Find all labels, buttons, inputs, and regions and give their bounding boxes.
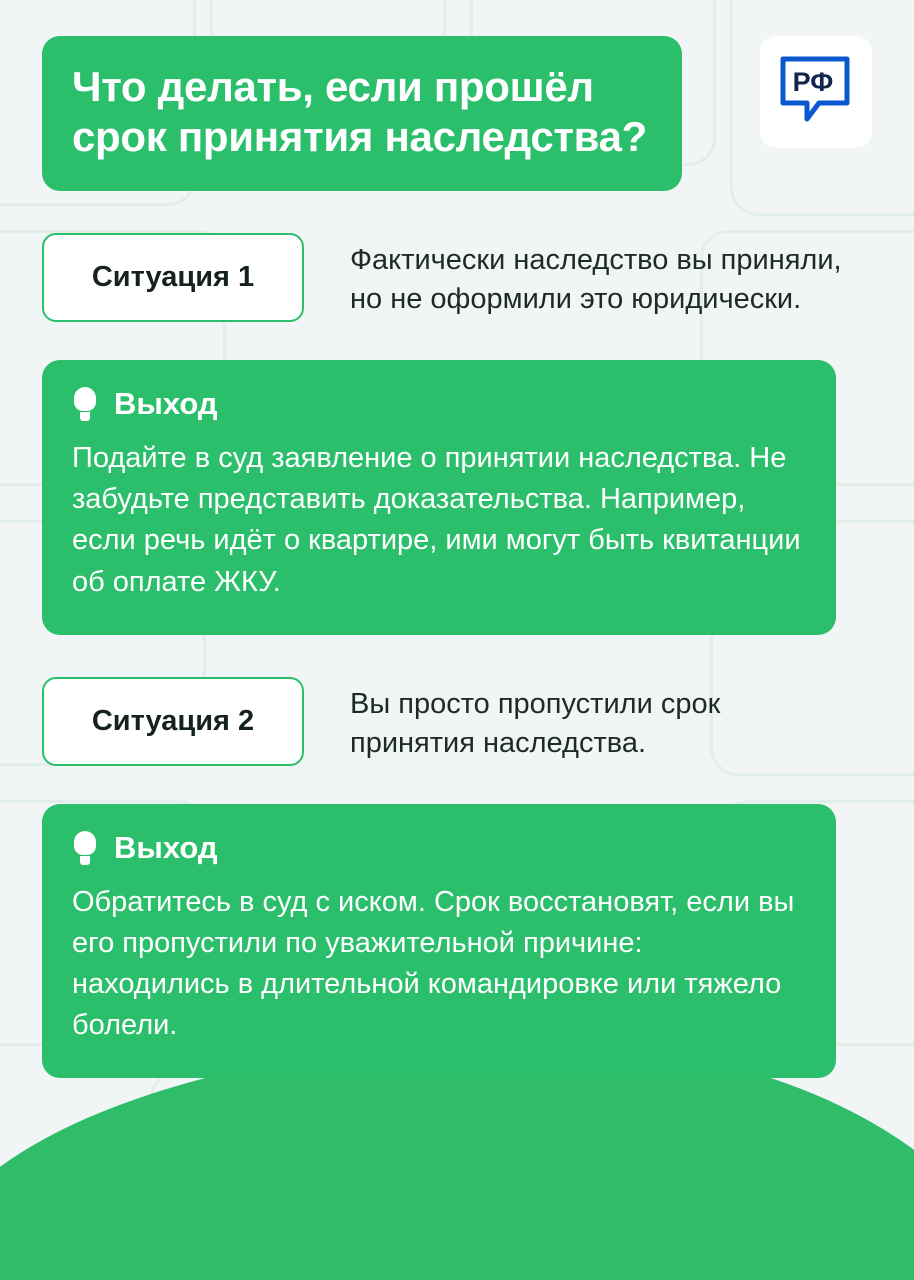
page-title: Что делать, если прошёл срок принятия наследства? bbox=[72, 63, 648, 160]
solution-text-1: Подайте в суд заявление о принятии наследства. Не забудьте представить доказательства. Например, если речь идёт о квартире, ими могут быть квитанции об оплате ЖКУ. bbox=[72, 442, 801, 598]
solution-card-1 bbox=[42, 360, 836, 635]
lightbulb-icon bbox=[72, 831, 98, 865]
solution-label-2: Выход bbox=[114, 829, 218, 865]
header bbox=[42, 36, 872, 191]
situation-chip-label: Ситуация 1 bbox=[91, 261, 255, 294]
situation-row-2 bbox=[42, 677, 872, 766]
situation-text-1: Фактически наследство вы приняли, но не оформили это юридически. bbox=[350, 244, 842, 316]
situation-chip-1 bbox=[42, 233, 304, 322]
rf-logo-icon bbox=[777, 53, 855, 131]
logo-russia bbox=[760, 36, 872, 148]
lightbulb-icon bbox=[72, 387, 98, 421]
solution-text-2: Обратитесь в суд с иском. Срок восстановят, если вы его пропустили по уважительной причине: находились в длительной командировке или тяжело болели. bbox=[72, 885, 795, 1042]
situation-chip-label: Ситуация 2 bbox=[91, 704, 255, 737]
situation-chip-2 bbox=[42, 677, 304, 766]
solution-header-1 bbox=[72, 386, 806, 422]
solution-header-2 bbox=[72, 830, 806, 866]
svg-text:РФ: РФ bbox=[792, 67, 834, 97]
title-card bbox=[42, 36, 682, 191]
solution-label-1: Выход bbox=[114, 386, 218, 422]
situation-text-2: Вы просто пропустили срок принятия наследства. bbox=[350, 687, 721, 759]
bottom-spacer bbox=[42, 1078, 872, 1138]
situation-row-1 bbox=[42, 233, 872, 322]
solution-card-2 bbox=[42, 804, 836, 1079]
